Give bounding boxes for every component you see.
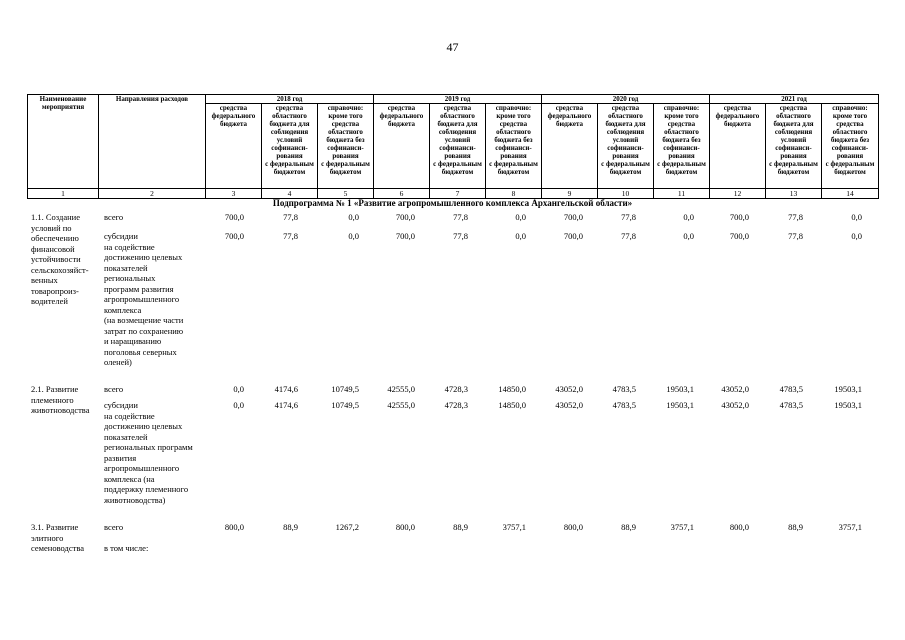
value-cell: 10749,5 <box>331 400 359 410</box>
value-cell: 14850,0 <box>498 400 526 410</box>
column-number: 6 <box>374 189 430 199</box>
value-cell: 700,0 <box>395 212 415 222</box>
header-year: 2019 год <box>374 95 542 104</box>
page-number: 47 <box>446 40 459 54</box>
header-federal: средства федерального бюджета <box>206 104 262 189</box>
value-cell: 88,9 <box>788 522 803 532</box>
value-cell: 700,0 <box>563 231 583 241</box>
header-direction: Направления расходов <box>99 95 206 189</box>
value-cell: 4783,5 <box>612 384 636 394</box>
value-cell: 77,8 <box>283 231 298 241</box>
value-cell: 700,0 <box>729 212 749 222</box>
direction: в том числе: <box>104 543 149 553</box>
value-cell: 0,0 <box>683 231 694 241</box>
value-cell: 4728,3 <box>444 400 468 410</box>
value-cell: 0,0 <box>683 212 694 222</box>
header-federal: средства федерального бюджета <box>710 104 766 189</box>
column-number: 14 <box>822 189 879 199</box>
column-number: 2 <box>99 189 206 199</box>
value-cell: 3757,1 <box>670 522 694 532</box>
value-cell: 800,0 <box>563 522 583 532</box>
value-cell: 1267,2 <box>335 522 359 532</box>
value-cell: 800,0 <box>395 522 415 532</box>
header-federal: средства федерального бюджета <box>374 104 430 189</box>
measure-name: 3.1. Развитие элитного семеноводства <box>31 522 85 553</box>
value-cell: 4728,3 <box>444 384 468 394</box>
value-cell: 4174,6 <box>274 400 298 410</box>
value-cell: 77,8 <box>283 212 298 222</box>
value-cell: 0,0 <box>851 231 862 241</box>
direction: субсидии на содействие достижению целевых показателей региональных программ развития агропромышленного комплекса (на поддержку племенного животноводства) <box>104 400 193 505</box>
column-number: 1 <box>28 189 99 199</box>
column-number: 10 <box>598 189 654 199</box>
value-cell: 77,8 <box>453 212 468 222</box>
value-cell: 800,0 <box>729 522 749 532</box>
value-cell: 77,8 <box>621 231 636 241</box>
header-regional: средства областного бюджета для соблюдения условий софинанси- рования с федеральным бюджетом <box>430 104 486 189</box>
value-cell: 0,0 <box>348 212 359 222</box>
value-cell: 77,8 <box>453 231 468 241</box>
header-federal: средства федерального бюджета <box>542 104 598 189</box>
column-number: 4 <box>262 189 318 199</box>
value-cell: 700,0 <box>563 212 583 222</box>
value-cell: 77,8 <box>788 231 803 241</box>
subprogram-title: Подпрограмма № 1 «Развитие агропромышленного комплекса Архангельской области» <box>272 198 633 208</box>
column-number: 5 <box>318 189 374 199</box>
measure-name: 2.1. Развитие племенного животноводства <box>31 384 90 415</box>
column-number: 8 <box>486 189 542 199</box>
column-number: 3 <box>206 189 262 199</box>
value-cell: 77,8 <box>788 212 803 222</box>
direction: всего <box>104 212 124 222</box>
value-cell: 700,0 <box>224 212 244 222</box>
value-cell: 88,9 <box>621 522 636 532</box>
header-reference: справочно: кроме того средства областного бюджета без софинанси- рования с федеральным бюджетом <box>822 104 879 189</box>
column-number: 11 <box>654 189 710 199</box>
value-cell: 4783,5 <box>779 384 803 394</box>
value-cell: 700,0 <box>729 231 749 241</box>
value-cell: 4783,5 <box>612 400 636 410</box>
header-regional: средства областного бюджета для соблюдения условий софинанси- рования с федеральным бюджетом <box>598 104 654 189</box>
direction: всего <box>104 522 124 532</box>
value-cell: 0,0 <box>233 384 244 394</box>
value-cell: 42555,0 <box>387 384 415 394</box>
value-cell: 42555,0 <box>387 400 415 410</box>
value-cell: 77,8 <box>621 212 636 222</box>
direction: всего <box>104 384 124 394</box>
value-cell: 0,0 <box>515 212 526 222</box>
value-cell: 0,0 <box>233 400 244 410</box>
value-cell: 0,0 <box>851 212 862 222</box>
value-cell: 19503,1 <box>834 400 862 410</box>
value-cell: 10749,5 <box>331 384 359 394</box>
header-year: 2020 год <box>542 95 710 104</box>
value-cell: 88,9 <box>283 522 298 532</box>
header-year: 2018 год <box>206 95 374 104</box>
value-cell: 19503,1 <box>834 384 862 394</box>
value-cell: 800,0 <box>224 522 244 532</box>
column-number: 7 <box>430 189 486 199</box>
column-number: 9 <box>542 189 598 199</box>
header-regional: средства областного бюджета для соблюдения условий софинанси- рования с федеральным бюджетом <box>262 104 318 189</box>
table-header <box>27 94 879 199</box>
header-reference: справочно: кроме того средства областного бюджета без софинанси- рования с федеральным бюджетом <box>654 104 710 189</box>
header-regional: средства областного бюджета для соблюдения условий софинанси- рования с федеральным бюджетом <box>766 104 822 189</box>
value-cell: 0,0 <box>348 231 359 241</box>
column-number: 13 <box>766 189 822 199</box>
value-cell: 88,9 <box>453 522 468 532</box>
header-reference: справочно: кроме того средства областного бюджета без софинанси- рования с федеральным бюджетом <box>318 104 374 189</box>
value-cell: 0,0 <box>515 231 526 241</box>
value-cell: 14850,0 <box>498 384 526 394</box>
value-cell: 4174,6 <box>274 384 298 394</box>
value-cell: 3757,1 <box>838 522 862 532</box>
value-cell: 43052,0 <box>721 400 749 410</box>
value-cell: 43052,0 <box>555 400 583 410</box>
value-cell: 3757,1 <box>502 522 526 532</box>
direction: субсидии на содействие достижению целевых показателей региональных программ развития агропромышленного комплекса (на возмещение части затрат по сохранению и наращиванию поголовья северных оленей) <box>104 231 184 367</box>
column-number: 12 <box>710 189 766 199</box>
value-cell: 19503,1 <box>666 400 694 410</box>
value-cell: 43052,0 <box>555 384 583 394</box>
header-name: Наименование мероприятия <box>28 95 99 189</box>
value-cell: 4783,5 <box>779 400 803 410</box>
value-cell: 700,0 <box>224 231 244 241</box>
header-year: 2021 год <box>710 95 879 104</box>
measure-name: 1.1. Создание условий по обеспечению финансовой устойчивости сельскохозяйст- венных товаропроиз- водителей <box>31 212 89 306</box>
value-cell: 700,0 <box>395 231 415 241</box>
header-reference: справочно: кроме того средства областного бюджета без софинанси- рования с федеральным бюджетом <box>486 104 542 189</box>
value-cell: 19503,1 <box>666 384 694 394</box>
value-cell: 43052,0 <box>721 384 749 394</box>
